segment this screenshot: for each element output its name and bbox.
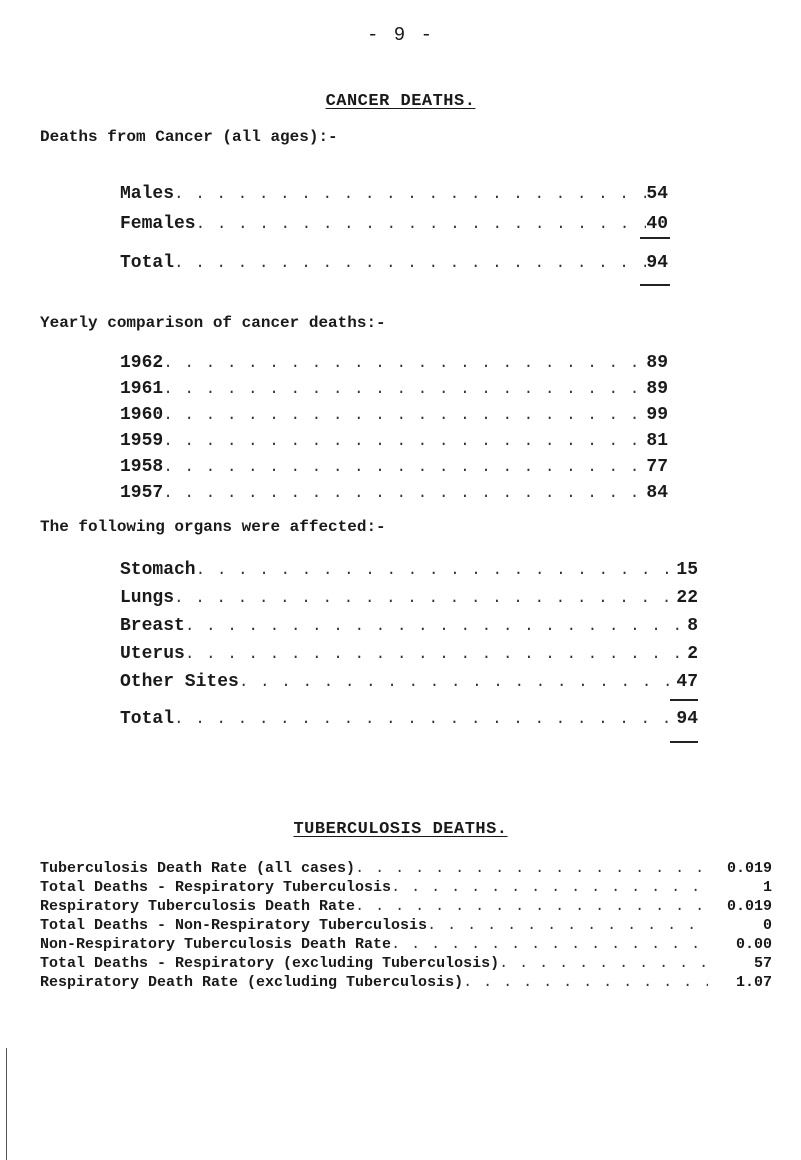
cancer-sex-total [120, 253, 668, 283]
row-value: 0.019 [726, 898, 772, 915]
row-label: Total [120, 709, 175, 729]
row-value: 8 [687, 616, 698, 636]
row-year: 1962 [120, 353, 164, 373]
row-year: 1959 [120, 431, 164, 451]
row-value: 0.019 [726, 860, 772, 877]
row-value: 2 [687, 644, 698, 664]
dot-leader [163, 406, 646, 424]
tb-row [40, 974, 772, 993]
tb-row [40, 898, 772, 917]
organ-row-total [120, 709, 698, 739]
row-label: Females [120, 214, 196, 234]
cancer-sex-row-males [120, 184, 668, 214]
yearly-row [120, 405, 668, 431]
row-label: Tuberculosis Death Rate (all cases) [40, 860, 356, 877]
subtotal-rule [670, 699, 698, 701]
yearly-row [120, 457, 668, 483]
row-value: 47 [676, 672, 698, 692]
yearly-row [120, 379, 668, 405]
tb-row [40, 917, 772, 936]
row-value: 22 [676, 588, 698, 608]
row-year: 1961 [120, 379, 164, 399]
row-label: Stomach [120, 560, 196, 580]
organ-row [120, 616, 698, 644]
dot-leader [174, 710, 676, 728]
dot-leader [174, 589, 676, 607]
dot-leader [185, 617, 687, 635]
cancer-all-ages-label: Deaths from Cancer (all ages):- [40, 128, 338, 146]
row-value: 89 [646, 353, 668, 373]
total-rule [640, 284, 670, 286]
cancer-deaths-heading: CANCER DEATHS. [325, 92, 476, 111]
organs-total [120, 709, 698, 739]
dot-leader [391, 879, 708, 896]
organ-row [120, 588, 698, 616]
dot-leader [355, 898, 708, 915]
row-value: 94 [676, 709, 698, 729]
organ-row [120, 560, 698, 588]
row-value: 57 [753, 955, 772, 972]
cancer-by-sex-list [120, 184, 668, 244]
dot-leader [499, 955, 708, 972]
yearly-comparison-label: Yearly comparison of cancer deaths:- [40, 314, 386, 332]
row-label: Lungs [120, 588, 175, 608]
dot-leader [185, 645, 687, 663]
row-value: 89 [646, 379, 668, 399]
row-label: Total Deaths - Respiratory Tuberculosis [40, 879, 392, 896]
dot-leader [163, 380, 646, 398]
row-label: Total [120, 253, 175, 273]
row-value: 15 [676, 560, 698, 580]
organ-row [120, 672, 698, 700]
tuberculosis-list [40, 860, 772, 993]
dot-leader [174, 185, 646, 203]
dot-leader [196, 561, 677, 579]
row-label: Total Deaths - Non-Respiratory Tuberculosis [40, 917, 428, 934]
yearly-row [120, 431, 668, 457]
dot-leader [163, 354, 646, 372]
row-value: 54 [646, 184, 668, 204]
organs-affected-label: The following organs were affected:- [40, 518, 386, 536]
row-value: 0.00 [735, 936, 772, 953]
row-year: 1960 [120, 405, 164, 425]
row-label: Males [120, 184, 175, 204]
row-year: 1957 [120, 483, 164, 503]
row-label: Respiratory Tuberculosis Death Rate [40, 898, 356, 915]
row-value: 40 [646, 214, 668, 234]
row-label: Respiratory Death Rate (excluding Tuberculosis) [40, 974, 464, 991]
dot-leader [163, 484, 646, 502]
tb-row [40, 860, 772, 879]
row-label: Non-Respiratory Tuberculosis Death Rate [40, 936, 392, 953]
row-value: 81 [646, 431, 668, 451]
yearly-comparison-list [120, 353, 668, 509]
organs-list [120, 560, 698, 700]
cancer-sex-row-females [120, 214, 668, 244]
row-value: 94 [646, 253, 668, 273]
dot-leader [391, 936, 708, 953]
row-value: 1.07 [735, 974, 772, 991]
organ-row [120, 644, 698, 672]
margin-line [6, 1048, 7, 1160]
row-label: Other Sites [120, 672, 239, 692]
dot-leader [174, 254, 646, 272]
tuberculosis-deaths-heading: TUBERCULOSIS DEATHS. [293, 820, 508, 839]
dot-leader [427, 917, 708, 934]
row-value: 77 [646, 457, 668, 477]
row-year: 1958 [120, 457, 164, 477]
row-label: Total Deaths - Respiratory (excluding Tuberculosis) [40, 955, 500, 972]
row-label: Uterus [120, 644, 185, 664]
row-value: 0 [762, 917, 772, 934]
row-label: Breast [120, 616, 185, 636]
dot-leader [163, 432, 646, 450]
tb-row [40, 879, 772, 898]
dot-leader [196, 215, 647, 233]
total-rule [670, 741, 698, 743]
row-value: 84 [646, 483, 668, 503]
cancer-sex-row-total [120, 253, 668, 283]
dot-leader [239, 673, 677, 691]
page-number: - 9 - [366, 24, 434, 46]
row-value: 1 [762, 879, 772, 896]
dot-leader [355, 860, 708, 877]
tb-row [40, 955, 772, 974]
dot-leader [463, 974, 708, 991]
dot-leader [163, 458, 646, 476]
row-value: 99 [646, 405, 668, 425]
tb-row [40, 936, 772, 955]
yearly-row [120, 353, 668, 379]
subtotal-rule [640, 237, 670, 239]
yearly-row [120, 483, 668, 509]
